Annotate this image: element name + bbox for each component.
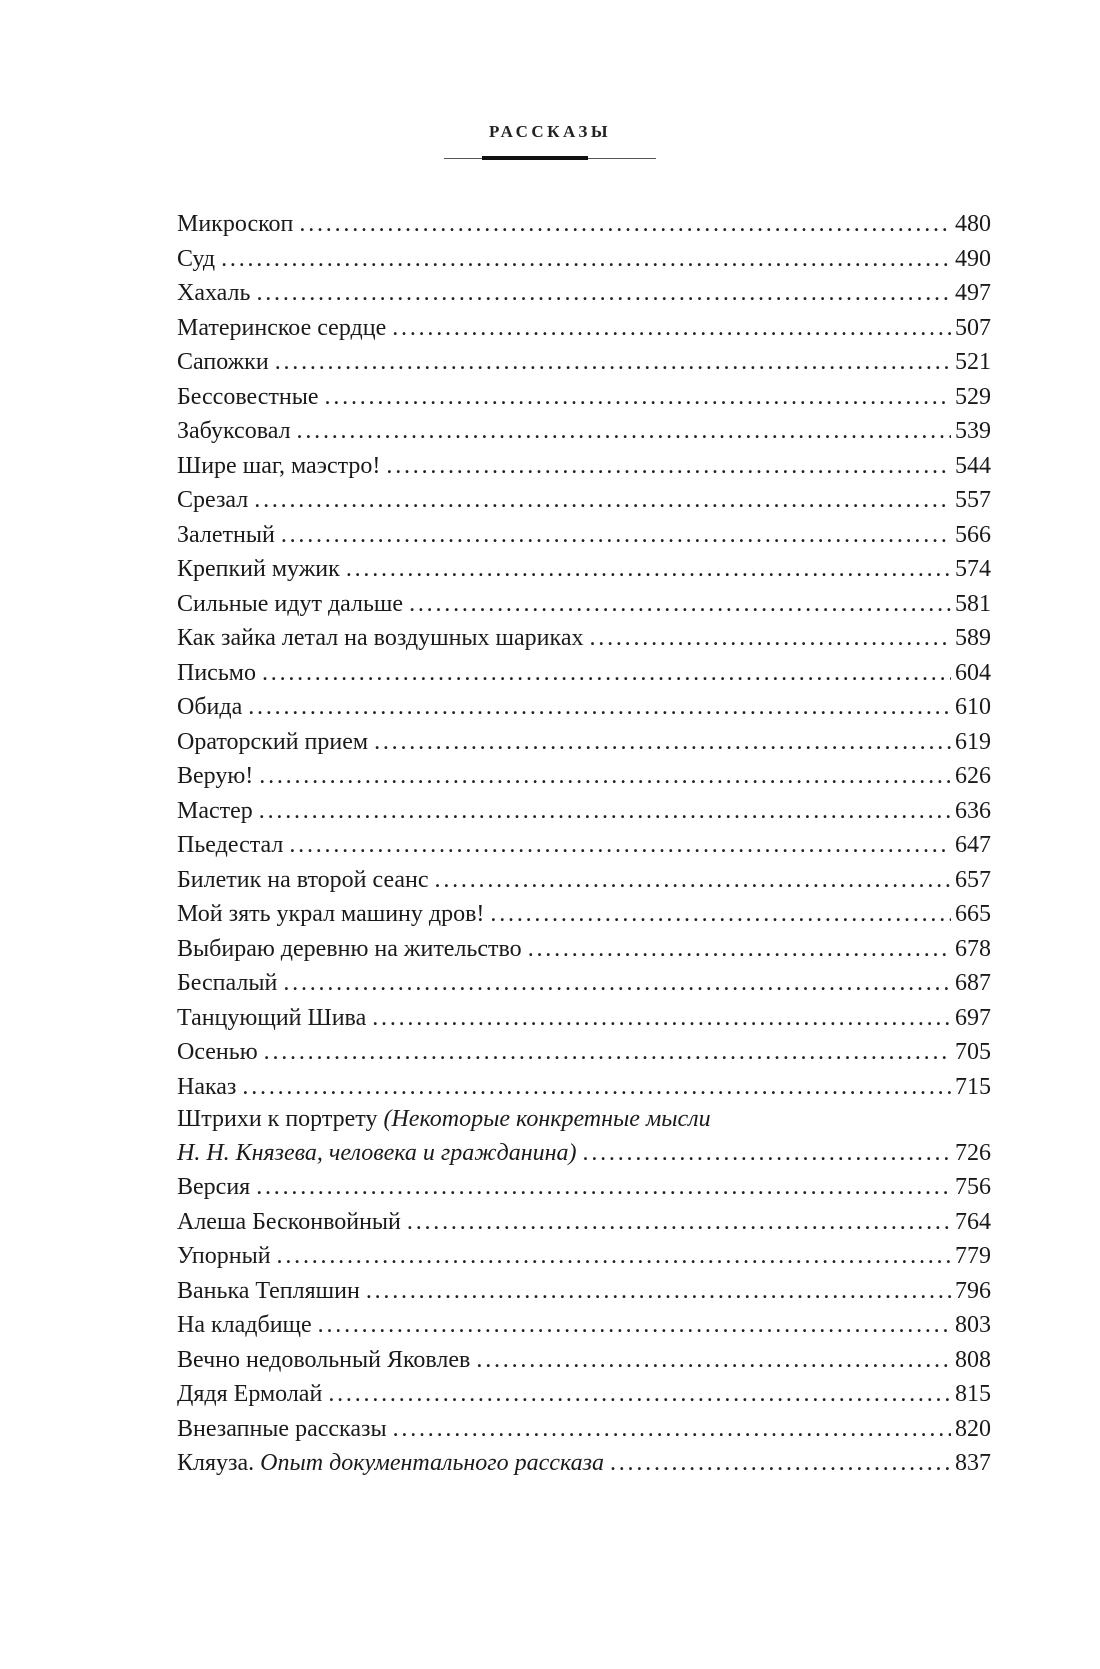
toc-leader-dots <box>299 207 951 242</box>
toc-leader-dots <box>297 414 951 449</box>
toc-leader-dots <box>289 828 951 863</box>
toc-entry[interactable] <box>177 621 991 656</box>
toc-entry-page: 657 <box>955 866 991 893</box>
toc-entry-page: 815 <box>955 1381 991 1407</box>
toc-entry-subtitle-part2: Н. Н. Князева, человека и гражданина) <box>177 1139 577 1166</box>
toc-entry-title: Дядя Ермолай <box>177 1381 323 1407</box>
toc-entry[interactable] <box>177 311 991 346</box>
toc-entry-page: 779 <box>955 1243 991 1269</box>
toc-leader-dots <box>392 311 951 346</box>
toc-entry-page: 497 <box>955 280 991 306</box>
toc-entry-title: Упорный <box>177 1243 271 1269</box>
toc-entry-title: Суд <box>177 245 216 272</box>
toc-leader-dots <box>275 345 951 380</box>
toc-leader-dots <box>325 380 951 415</box>
toc-entry-page: 507 <box>955 314 991 341</box>
toc-leader-dots <box>407 1205 951 1240</box>
toc-entry-title: Срезал <box>177 487 249 513</box>
toc-entry-title: Осенью <box>177 1039 258 1065</box>
toc-entry-page: 566 <box>955 521 991 548</box>
toc-entry-title: Мой зять украл машину дров! <box>177 901 485 927</box>
toc-entries-after <box>177 1170 991 1446</box>
toc-entry-page: 539 <box>955 418 991 444</box>
toc-leader-dots <box>221 242 951 277</box>
toc-entry-page: 687 <box>955 970 991 996</box>
toc-entry[interactable] <box>177 1412 991 1447</box>
toc-entry[interactable] <box>177 690 991 725</box>
section-title: РАССКАЗЫ <box>488 122 612 141</box>
toc-entry[interactable] <box>177 932 991 967</box>
toc-entry-title <box>177 1104 711 1136</box>
toc-entry[interactable] <box>177 276 991 311</box>
toc-leader-dots <box>259 759 951 794</box>
toc-leader-dots <box>589 621 951 656</box>
toc-entry-page: 544 <box>955 452 991 479</box>
toc-entry-title: Верую! <box>177 763 254 789</box>
toc-entry-page: 589 <box>955 625 991 651</box>
toc-entry-page: 619 <box>955 728 991 755</box>
toc-entry[interactable] <box>177 1239 991 1274</box>
toc-entry-multiline-line2[interactable] <box>177 1136 991 1171</box>
toc-leader-dots <box>528 932 951 967</box>
toc-entry-page: 808 <box>955 1346 991 1373</box>
toc-entry-title: Шире шаг, маэстро! <box>177 452 381 479</box>
toc-entry[interactable] <box>177 207 991 242</box>
table-of-contents <box>177 207 991 1481</box>
toc-entry-page: 480 <box>955 211 991 237</box>
toc-leader-dots <box>328 1377 951 1412</box>
toc-entry-title: Алеша Бесконвойный <box>177 1208 401 1235</box>
toc-entry-page: 557 <box>955 487 991 513</box>
toc-entry-subtitle-part1: (Некоторые конкретные мысли <box>383 1106 711 1132</box>
toc-leader-dots <box>374 725 951 760</box>
toc-entry-page: 697 <box>955 1004 991 1031</box>
toc-leader-dots <box>242 1070 951 1105</box>
toc-entry-page: 581 <box>955 590 991 617</box>
toc-entry-page: 756 <box>955 1174 991 1200</box>
toc-entry-title: Хахаль <box>177 280 251 306</box>
toc-leader-dots <box>254 483 951 518</box>
toc-leader-dots <box>393 1412 951 1447</box>
toc-entry-title: Выбираю деревню на жительство <box>177 935 522 962</box>
toc-entry-title: Наказ <box>177 1073 237 1100</box>
toc-entry-multiline-line1 <box>177 1104 991 1136</box>
toc-entry-title: Письмо <box>177 659 256 686</box>
toc-entry[interactable] <box>177 552 991 587</box>
toc-entry[interactable] <box>177 794 991 829</box>
toc-entry-page: 604 <box>955 659 991 686</box>
toc-entry-title: Материнское сердце <box>177 314 387 341</box>
toc-entry-title: Внезапные рассказы <box>177 1415 387 1442</box>
toc-entry-title: Ораторский прием <box>177 728 369 755</box>
toc-entry[interactable] <box>177 1377 991 1412</box>
toc-entry-page: 626 <box>955 763 991 789</box>
toc-entry[interactable] <box>177 483 991 518</box>
toc-entry-main-title: Кляуза. <box>177 1450 255 1476</box>
toc-entry-page: 529 <box>955 383 991 410</box>
toc-entry[interactable] <box>177 759 991 794</box>
toc-leader-dots <box>583 1136 951 1171</box>
toc-entry[interactable] <box>177 1001 991 1036</box>
toc-entry-page: 490 <box>955 245 991 272</box>
toc-entry[interactable] <box>177 1308 991 1343</box>
section-header <box>0 122 1100 162</box>
toc-leader-dots <box>318 1308 951 1343</box>
toc-entry-title: Мастер <box>177 797 253 824</box>
toc-leader-dots <box>346 552 951 587</box>
toc-entry[interactable] <box>177 1343 991 1378</box>
toc-entry-last[interactable] <box>177 1446 991 1481</box>
toc-entry-page: 803 <box>955 1312 991 1338</box>
toc-entries <box>177 207 991 1104</box>
toc-entry-page: 521 <box>955 349 991 375</box>
toc-entry[interactable] <box>177 1035 991 1070</box>
toc-leader-dots <box>281 518 951 553</box>
toc-entry-page: 726 <box>955 1139 991 1166</box>
toc-entry[interactable] <box>177 1070 991 1105</box>
toc-entry-title: Микроскоп <box>177 211 294 237</box>
toc-leader-dots <box>256 276 951 311</box>
title-rule-thick <box>482 156 588 160</box>
toc-entry-title: Залетный <box>177 521 275 548</box>
toc-leader-dots <box>248 690 951 725</box>
toc-leader-dots <box>372 1001 951 1036</box>
toc-entry-page: 610 <box>955 694 991 720</box>
toc-entry-page: 647 <box>955 832 991 858</box>
toc-entry[interactable] <box>177 897 991 932</box>
toc-entry-title: Забуксовал <box>177 418 291 444</box>
toc-entry[interactable] <box>177 828 991 863</box>
toc-entry-page: 665 <box>955 901 991 927</box>
toc-entry[interactable] <box>177 656 991 691</box>
toc-entry-page: 764 <box>955 1208 991 1235</box>
toc-entry[interactable] <box>177 966 991 1001</box>
toc-entry-subtitle: Опыт документального рассказа <box>260 1450 604 1476</box>
toc-leader-dots <box>259 794 951 829</box>
toc-leader-dots <box>386 449 951 484</box>
toc-entry[interactable] <box>177 518 991 553</box>
toc-entry-title: Бессовестные <box>177 383 319 410</box>
toc-entry-title: Билетик на второй сеанс <box>177 866 429 893</box>
toc-entry-title: Танцующий Шива <box>177 1004 367 1031</box>
toc-entry-title <box>177 1446 604 1481</box>
toc-entry[interactable] <box>177 380 991 415</box>
toc-entry-title: На кладбище <box>177 1312 312 1338</box>
toc-entry-title: Как зайка летал на воздушных шариках <box>177 625 584 651</box>
toc-entry-page: 715 <box>955 1073 991 1100</box>
toc-leader-dots <box>409 587 951 622</box>
toc-entry-title: Сильные идут дальше <box>177 590 404 617</box>
toc-entry-page: 796 <box>955 1277 991 1304</box>
toc-leader-dots <box>490 897 951 932</box>
toc-entry-page: 636 <box>955 797 991 824</box>
toc-entry[interactable] <box>177 1205 991 1240</box>
toc-entry[interactable] <box>177 1170 991 1205</box>
toc-entry-title: Ванька Тепляшин <box>177 1277 360 1304</box>
toc-entry[interactable] <box>177 863 991 898</box>
toc-entry[interactable] <box>177 725 991 760</box>
toc-entry-page: 705 <box>955 1039 991 1065</box>
toc-entry-page: 574 <box>955 556 991 582</box>
toc-entry-page: 837 <box>955 1450 991 1476</box>
toc-leader-dots <box>610 1446 951 1481</box>
toc-entry-title: Беспалый <box>177 970 278 996</box>
toc-leader-dots <box>277 1239 951 1274</box>
toc-entry-page: 678 <box>955 935 991 962</box>
toc-entry[interactable] <box>177 449 991 484</box>
toc-entry[interactable] <box>177 345 991 380</box>
title-rule <box>444 156 656 162</box>
toc-leader-dots <box>264 1035 951 1070</box>
toc-entry-title: Пьедестал <box>177 832 284 858</box>
toc-entry[interactable] <box>177 1274 991 1309</box>
toc-entry[interactable] <box>177 587 991 622</box>
toc-entry-title: Вечно недовольный Яковлев <box>177 1346 471 1373</box>
toc-entry[interactable] <box>177 242 991 277</box>
toc-entry-title: Сапожки <box>177 349 269 375</box>
toc-leader-dots <box>256 1170 951 1205</box>
toc-entry-title: Обида <box>177 694 243 720</box>
toc-entry-main-title: Штрихи к портрету <box>177 1106 378 1132</box>
toc-entry-page: 820 <box>955 1415 991 1442</box>
toc-entry-title: Крепкий мужик <box>177 556 340 582</box>
toc-entry[interactable] <box>177 414 991 449</box>
toc-leader-dots <box>476 1343 951 1378</box>
toc-entry-title: Версия <box>177 1174 251 1200</box>
toc-leader-dots <box>435 863 951 898</box>
toc-leader-dots <box>262 656 951 691</box>
toc-leader-dots <box>366 1274 951 1309</box>
toc-leader-dots <box>283 966 951 1001</box>
